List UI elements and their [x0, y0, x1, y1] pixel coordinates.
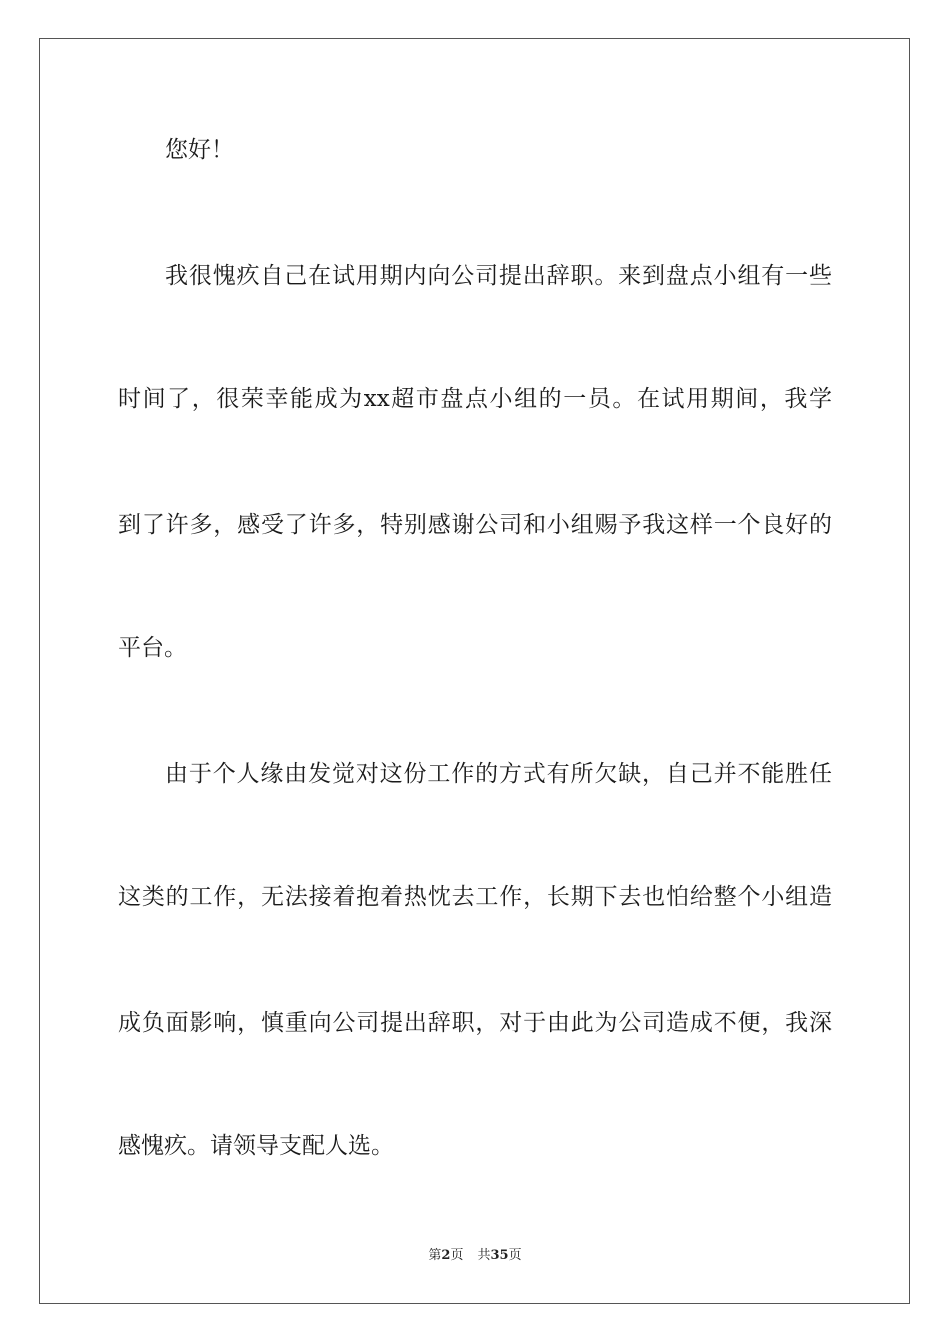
page-suffix: 页 — [450, 1248, 464, 1263]
page-border — [39, 38, 910, 1304]
paragraph-2-line-4: 感愧疚。请领导支配人选。 — [118, 1133, 394, 1159]
paragraph-1-line-4: 平台。 — [118, 635, 187, 661]
page-prefix: 第 — [428, 1248, 442, 1263]
paragraph-1-line-2: 时间了，很荣幸能成为xx超市盘点小组的一员。在试用期间，我学 — [118, 386, 832, 412]
total-suffix: 页 — [508, 1248, 522, 1263]
paragraph-2-line-3: 成负面影响，慎重向公司提出辞职，对于由此为公司造成不便，我深 — [118, 1010, 832, 1036]
total-prefix: 共 — [477, 1248, 491, 1263]
page-footer — [0, 1247, 950, 1265]
paragraph-2-line-1: 由于个人缘由发觉对这份工作的方式有所欠缺，自己并不能胜任 — [165, 761, 832, 787]
paragraph-1-line-1: 我很愧疚自己在试用期内向公司提出辞职。来到盘点小组有一些 — [165, 263, 832, 289]
paragraph-2-line-2: 这类的工作，无法接着抱着热忱去工作，长期下去也怕给整个小组造 — [118, 884, 832, 910]
page-total: 35 — [490, 1248, 509, 1263]
paragraph-1-line-3: 到了许多，感受了许多，特别感谢公司和小组赐予我这样一个良好的 — [118, 512, 832, 538]
salutation: 您好！ — [165, 137, 234, 163]
page-current: 2 — [441, 1248, 451, 1263]
